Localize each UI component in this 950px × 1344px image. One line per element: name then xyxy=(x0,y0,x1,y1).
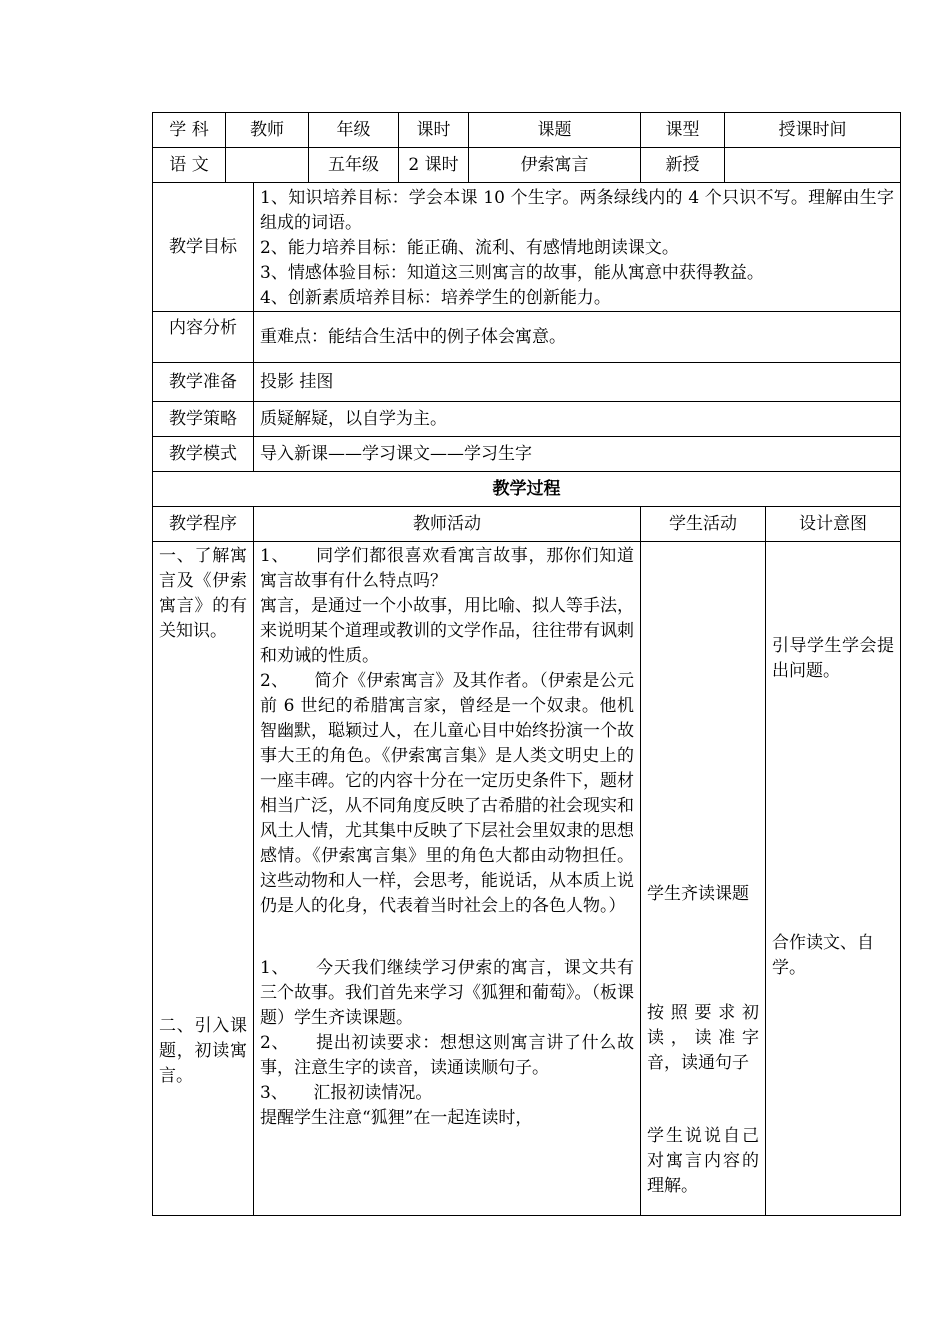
teacher-activity-cell xyxy=(254,542,641,1216)
teacher-q1: 1、 同学们都很喜欢看寓言故事，那你们知道寓言故事有什么特点吗？ xyxy=(260,546,634,591)
teacher-report: 3、 汇报初读情况。 xyxy=(260,1083,433,1103)
header-topic-value: 伊索寓言 xyxy=(469,148,641,183)
strategy-text: 质疑解疑，以自学为主。 xyxy=(254,402,901,437)
header-subject-label: 学 科 xyxy=(153,113,226,148)
student-read-topic: 学生齐读课题 xyxy=(647,884,749,904)
goal-ability: 2、能力培养目标：能正确、流利、有感情地朗读课文。 xyxy=(260,238,679,258)
goal-innovation: 4、创新素质培养目标：培养学生的创新能力。 xyxy=(260,288,611,308)
analysis-row xyxy=(153,312,901,363)
header-grade-label: 年级 xyxy=(309,113,399,148)
strategy-label: 教学策略 xyxy=(153,402,254,437)
analysis-label: 内容分析 xyxy=(153,312,254,363)
teacher-reminder: 提醒学生注意“狐狸”在一起连读时， xyxy=(260,1108,533,1128)
teacher-topic-intro: 1、 今天我们继续学习伊索的寓言，课文共有三个故事。我们首先来学习《狐狸和葡萄》。（板课题）学生齐读课题。 xyxy=(260,958,634,1028)
header-period-value: 2 课时 xyxy=(399,148,469,183)
student-activity-cell xyxy=(641,542,766,1216)
procedure-step-2: 二、引入课题，初读寓言。 xyxy=(159,1016,247,1086)
header-grade-value: 五年级 xyxy=(309,148,399,183)
header-period-label: 课时 xyxy=(399,113,469,148)
header-time-label: 授课时间 xyxy=(725,113,901,148)
intent-questioning: 引导学生学会提出问题。 xyxy=(772,636,894,681)
goals-label: 教学目标 xyxy=(153,183,254,312)
header-teacher-value xyxy=(226,148,309,183)
process-title-row xyxy=(153,472,901,507)
header-type-value: 新授 xyxy=(641,148,725,183)
header-topic-label: 课题 xyxy=(469,113,641,148)
process-title: 教学过程 xyxy=(153,472,901,507)
teacher-aesop-intro: 2、 简介《伊索寓言》及其作者。（伊索是公元前 6 世纪的希腊寓言家，曾经是一个奴隶。他机智幽默，聪颖过人，在儿童心目中始终扮演一个故事大王的角色。《伊索寓言集》是人类文明史上的一座丰碑。它的内容十分在一定历史条件下，题材相当广泛，从不同角度反映了古希腊的社会现实和风土人情，尤其集中反映了下层社会里奴隶的思想感情。《伊索寓言集》里的角色大都由动物担任。这些动物和人一样，会思考，能说话，从本质上说仍是人的化身，代表着当时社会上的各色人物。） xyxy=(260,671,634,916)
student-share: 学生说说自己对寓言内容的理解。 xyxy=(647,1126,759,1196)
analysis-text: 重难点：能结合生活中的例子体会寓意。 xyxy=(254,312,901,363)
teacher-fable-def: 寓言，是通过一个小故事，用比喻、拟人等手法，来说明某个道理或教训的文学作品，往往带有讽刺和劝诫的性质。 xyxy=(260,596,634,666)
header-time-value xyxy=(725,148,901,183)
header-value-row xyxy=(153,148,901,183)
goals-row xyxy=(153,183,901,312)
teacher-reading-req: 2、 提出初读要求：想想这则寓言讲了什么故事，注意生字的读音，读通读顺句子。 xyxy=(260,1033,634,1078)
header-type-label: 课型 xyxy=(641,113,725,148)
prep-text: 投影 挂图 xyxy=(254,363,901,402)
process-body-row xyxy=(153,542,901,1216)
mode-row xyxy=(153,437,901,472)
process-column-row xyxy=(153,507,901,542)
prep-row xyxy=(153,363,901,402)
lesson-plan-table xyxy=(152,112,901,1216)
procedure-step-1: 一、了解寓言及《伊索寓言》的有关知识。 xyxy=(159,546,247,641)
intent-cooperate: 合作读文、自学。 xyxy=(772,933,874,978)
header-subject-value: 语 文 xyxy=(153,148,226,183)
col-student-activity: 学生活动 xyxy=(641,507,766,542)
goals-content xyxy=(254,183,901,312)
student-initial-read: 按照要求初读，读准字音，读通句子 xyxy=(647,1003,759,1073)
col-design-intent: 设计意图 xyxy=(766,507,901,542)
col-teacher-activity: 教师活动 xyxy=(254,507,641,542)
col-procedure: 教学程序 xyxy=(153,507,254,542)
prep-label: 教学准备 xyxy=(153,363,254,402)
design-intent-cell xyxy=(766,542,901,1216)
mode-text: 导入新课——学习课文——学习生字 xyxy=(254,437,901,472)
header-teacher-label: 教师 xyxy=(226,113,309,148)
mode-label: 教学模式 xyxy=(153,437,254,472)
procedure-cell xyxy=(153,542,254,1216)
strategy-row xyxy=(153,402,901,437)
goal-emotion: 3、情感体验目标：知道这三则寓言的故事，能从寓意中获得教益。 xyxy=(260,263,764,283)
goal-knowledge: 1、知识培养目标：学会本课 10 个生字。两条绿线内的 4 个只识不写。理解由生字组成的词语。 xyxy=(260,188,894,233)
header-label-row xyxy=(153,113,901,148)
